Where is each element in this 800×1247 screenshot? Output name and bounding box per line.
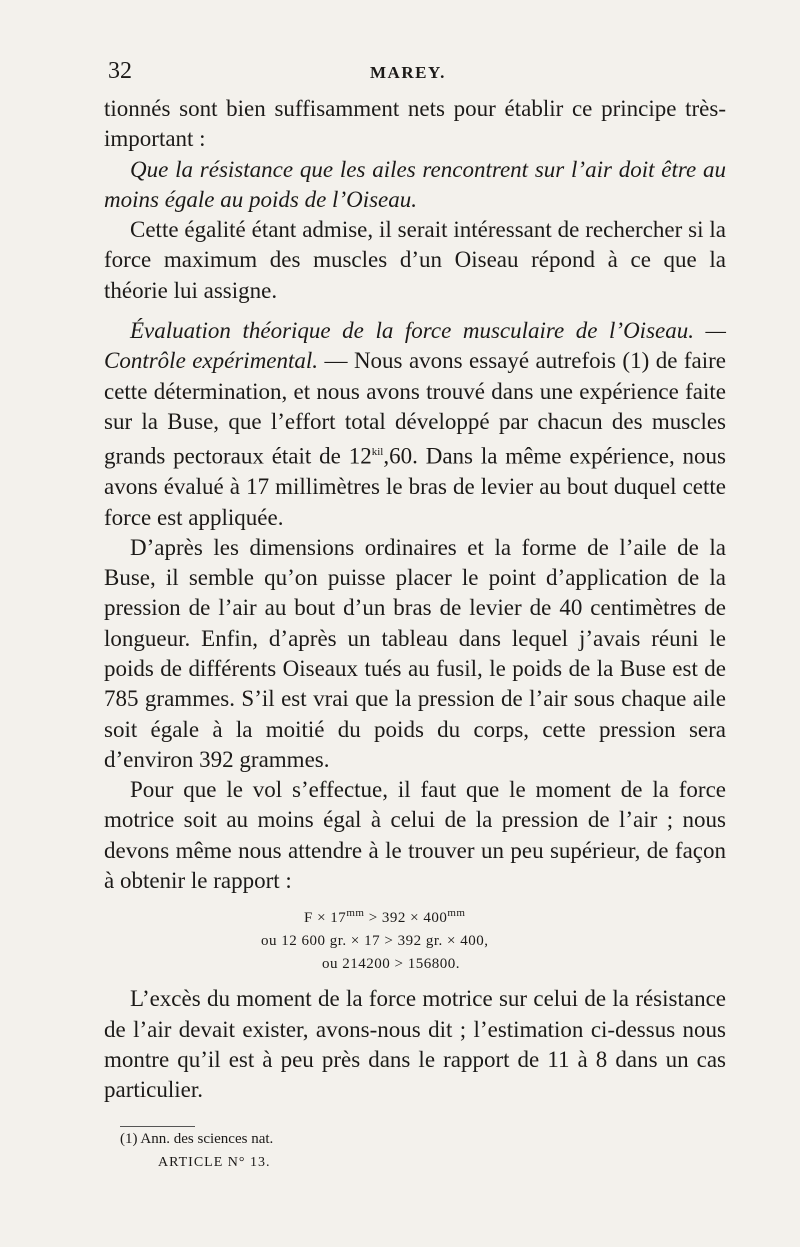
formula-line-1-part-b: > 392 × 400	[364, 910, 448, 927]
paragraph-4	[104, 316, 726, 533]
formula-line-3: ou 214200 > 156800.	[322, 956, 460, 973]
paragraph-4-text: — Nous avons essayé autrefois (1) de faire cette détermination, et nous avons trouvé dans une expérience faite sur la Buse, que l’effort total développé par chacun des muscles grands pectoraux était de 12	[104, 348, 726, 469]
footnote	[120, 1126, 520, 1175]
footnote-text: (1) Ann. des sciences nat.	[120, 1131, 274, 1147]
paragraph-5: D’après les dimensions ordinaires et la forme de l’aile de la Buse, il semble qu’on puisse placer le point d’application de la pression de l’air au bout d’un bras de levier de 40 centimètres de longueur. Enfin, d’après un tableau dans lequel j’avais réuni le poids de différents Oiseaux tués au fusil, le poids de la Buse est de 785 grammes. S’il est vrai que la pression de l’air sous chaque aile soit égale à la moitié du poids du corps, cette pression sera d’environ 392 grammes.	[104, 534, 726, 772]
page-number: 32	[108, 58, 132, 84]
formula-line-1-part-a: F × 17	[304, 910, 347, 927]
running-title: MAREY.	[370, 63, 446, 82]
principle-statement: Que la résistance que les ailes rencontrent sur l’air doit être au moins égale au poids de l’Oiseau.	[104, 156, 726, 212]
formula-unit-2: mm	[447, 907, 466, 920]
formula-block	[104, 902, 726, 976]
paragraph-6: Pour que le vol s’effectue, il faut que le moment de la force motrice soit au moins égal à celui de la pression de l’air ; nous devons même nous attendre à le trouver un peu supérieur, de façon à obtenir le rapport :	[104, 777, 726, 894]
formula-line-1	[104, 902, 726, 930]
formula-unit-1: mm	[346, 907, 365, 920]
section-title: Évaluation théorique de la force musculaire de l’Oiseau. — Contrôle expérimental.	[104, 318, 726, 374]
formula-line-2: ou 12 600 gr. × 17 > 392 gr. × 400,	[261, 933, 489, 950]
paragraph-3: Cette égalité étant admise, il serait intéressant de rechercher si la force maximum des muscles d’un Oiseau répond à ce que la théorie lui assigne.	[104, 217, 726, 303]
body-text	[104, 94, 726, 1106]
article-number: ARTICLE N° 13.	[158, 1155, 271, 1170]
paragraph-7: L’excès du moment de la force motrice sur celui de la résistance de l’air devait exister, avons-nous dit ; l’estimation ci-dessus nous montre qu’il est à peu près dans le rapport de 11 à 8 dans un cas particulier.	[104, 986, 726, 1103]
paragraph-1: tionnés sont bien suffisamment nets pour établir ce principe très-important :	[104, 96, 726, 152]
unit-kil: kil	[371, 446, 384, 459]
page-header	[0, 58, 800, 88]
paragraph-4-rest: ,60. Dans la même expérience, nous avons évalué à 17 millimètres le bras de levier au bout duquel cette force est appliquée.	[104, 443, 727, 530]
